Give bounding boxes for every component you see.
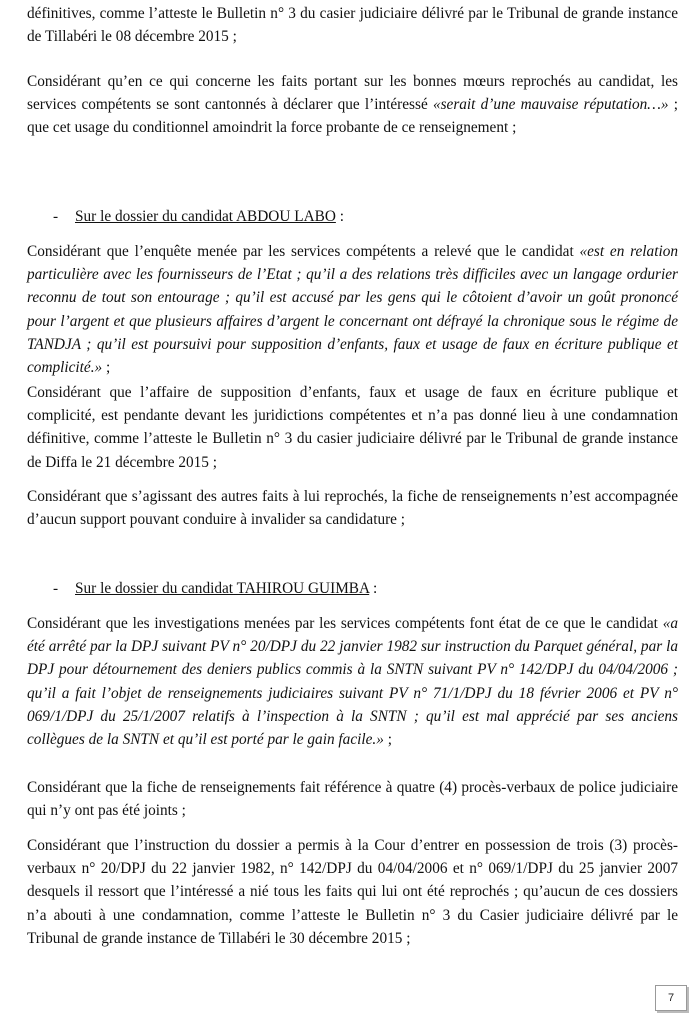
page-number: 7 (655, 985, 687, 1011)
body-text: Considérant qu’en ce qui concerne les faits portant sur les bonnes mœurs reprochés au candidat, les services compétents se sont cantonnés à déclarer que l’intéressé (27, 73, 678, 114)
body-text: Considérant que l’affaire de supposition d’enfants, faux et usage de faux en écriture publique et complicité, est pendante devant les juridictions compétentes et n’a pas donné lieu à une condamnation définitive, comme l’atteste le Bulletin n° 3 du casier judiciaire délivré par le Tribunal de grande instance de Diffa le 21 décembre 2015 ; (27, 384, 678, 471)
paragraph-6 (27, 612, 678, 751)
paragraph-5 (27, 485, 678, 531)
paragraph-4 (27, 381, 678, 474)
paragraph-7 (27, 776, 678, 822)
body-text: Considérant que les investigations menées par les services compétents font état de ce que le candidat (27, 615, 663, 632)
body-text: Considérant que l’instruction du dossier a permis à la Cour d’entrer en possession de trois (3) procès-verbaux n° 20/DPJ du 22 janvier 1982, n° 142/DPJ du 04/04/2006 et n° 069/1/DPJ du 25 janvier 2007 desquels il ressort que l’intéressé a nié tous les faits qui lui ont été reprochés ; qu’aucun de ces dossiers n’a abouti à une condamnation, comme l’atteste le Bulletin n° 3 du Casier judiciaire délivré par le Tribunal de grande instance de Tillabéri le 30 décembre 2015 ; (27, 837, 678, 947)
heading-text: Sur le dossier du candidat ABDOU LABO (75, 208, 336, 225)
heading-suffix: : (369, 580, 378, 597)
paragraph-8 (27, 834, 678, 950)
section-heading-tahirou-guimba (53, 577, 377, 600)
body-text: ; que cet usage du conditionnel amoindrit la force probante de ce renseignement ; (27, 96, 678, 137)
body-text: définitives, comme l’atteste le Bulletin n° 3 du casier judiciaire délivré par le Tribunal de grande instance de Tillabéri le 08 décembre 2015 ; (27, 5, 678, 46)
heading-dash: - (53, 580, 59, 597)
quoted-text: «est en relation particulière avec les fournisseurs de l’Etat ; qu’il a des relations très difficiles avec un langage ordurier reconnu de tout son entourage ; qu’il est accusé par les gens qui le côtoient d’avoir un goût prononcé pour l’argent et que plusieurs affaires d’argent le concernant ont défrayé la chronique sous le régime de TANDJA ; qu’il est poursuivi pour supposition d’enfants, faux et usage de faux en écriture publique et complicité.» (27, 243, 678, 377)
body-text: Considérant que la fiche de renseignements fait référence à quatre (4) procès-verbaux de police judiciaire qui n’y ont pas été joints ; (27, 779, 678, 820)
body-text: Considérant que l’enquête menée par les services compétents a relevé que le candidat (27, 243, 580, 260)
paragraph-1 (27, 2, 678, 48)
heading-dash: - (53, 208, 59, 225)
paragraph-3 (27, 240, 678, 379)
quoted-text: «a été arrêté par la DPJ suivant PV n° 20/DPJ du 22 janvier 1982 sur instruction du Parquet général, par la DPJ pour détournement des deniers publics commis à la SNTN suivant PV n° 142/DPJ du 04/04/2006 ; qu’il a fait l’objet de renseignements judiciaires suivant PV n° 71/1/DPJ du 18 février 2006 et PV n° 069/1/DPJ du 25/1/2007 relatifs à l’inspection à la SNTN ; qu’il est mal apprécié par ses anciens collègues de la SNTN et qu’il est porté par le gain facile.» (27, 615, 678, 749)
body-text: Considérant que s’agissant des autres faits à lui reprochés, la fiche de renseignements n’est accompagnée d’aucun support pouvant conduire à invalider sa candidature ; (27, 488, 678, 529)
heading-suffix: : (335, 208, 344, 225)
heading-text: Sur le dossier du candidat TAHIROU GUIMBA (75, 580, 370, 597)
paragraph-2 (27, 70, 678, 140)
quoted-text: «serait d’une mauvaise réputation…» (432, 96, 669, 114)
section-heading-abdou-labo (53, 205, 344, 228)
body-text: ; (383, 731, 392, 749)
body-text: ; (102, 359, 111, 377)
